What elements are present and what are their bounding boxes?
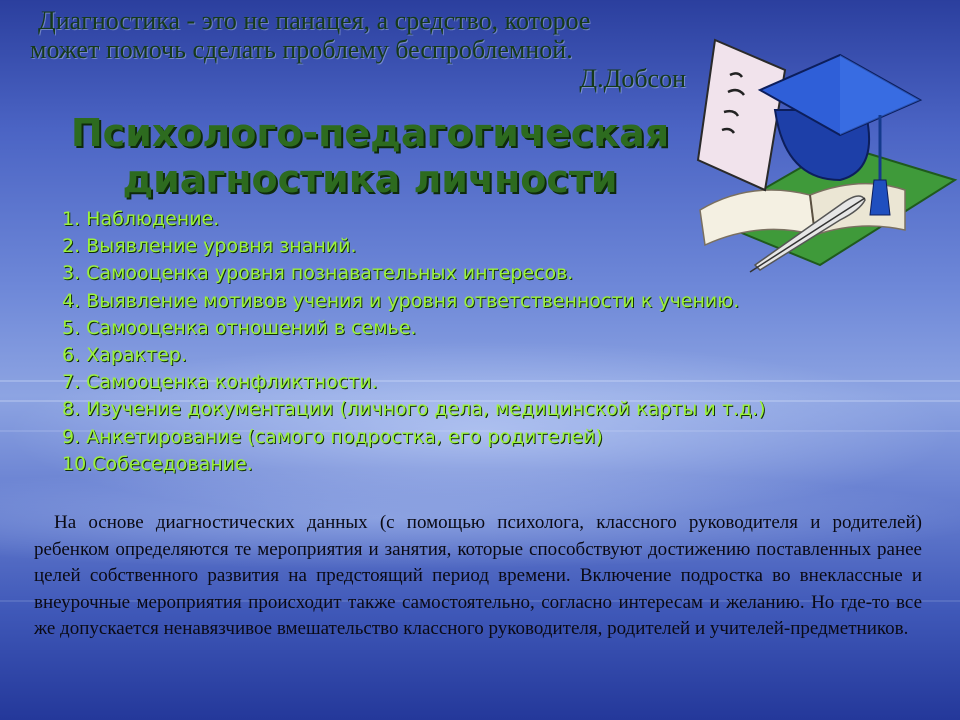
list-item: 6. Характер. <box>62 344 187 367</box>
quote-line-1: Диагностика - это не панацея, а средство, которое <box>38 6 591 35</box>
education-clipart <box>690 30 960 280</box>
list-item: 5. Самооценка отношений в семье. <box>62 316 417 339</box>
slide-title <box>40 110 700 202</box>
list-item: 2. Выявление уровня знаний. <box>62 235 357 258</box>
title-line-1: Психолого-педагогическая <box>70 111 670 155</box>
list-item: 9. Анкетирование (самого подростка, его родителей) <box>62 425 603 448</box>
list-item: 8. Изучение документации (личного дела, медицинской карты и т.д.) <box>62 398 766 421</box>
body-paragraph: На основе диагностических данных (с помощью психолога, классного руководителя и родителей) ребенком определяются те мероприятия и занятия, которые способствуют достижению поставленных ранее целей собственного развития на предстоящий период времени. Включение подростка во внеклассные и внеурочные мероприятия происходит также самостоятельно, согласно интересам и желанию. Но где-то все же допускается ненавязчивое вмешательство классного руководителя, родителей и учителей-предметников. <box>34 512 922 639</box>
epigraph-quote <box>30 6 710 93</box>
list-item: 7. Самооценка конфликтности. <box>62 371 378 394</box>
title-line-2: диагностика личности <box>122 157 618 201</box>
quote-line-2: может помочь сделать проблему беспроблемной. <box>30 35 573 64</box>
quote-author: Д.Добсон <box>579 64 686 93</box>
list-item: 1. Наблюдение. <box>62 208 220 230</box>
list-item: 4. Выявление мотивов учения и уровня ответственности к учению. <box>62 289 740 312</box>
list-item: 10.Собеседование. <box>62 452 253 475</box>
diploma-scroll-icon <box>698 40 785 190</box>
list-item: 3. Самооценка уровня познавательных интересов. <box>62 262 574 285</box>
